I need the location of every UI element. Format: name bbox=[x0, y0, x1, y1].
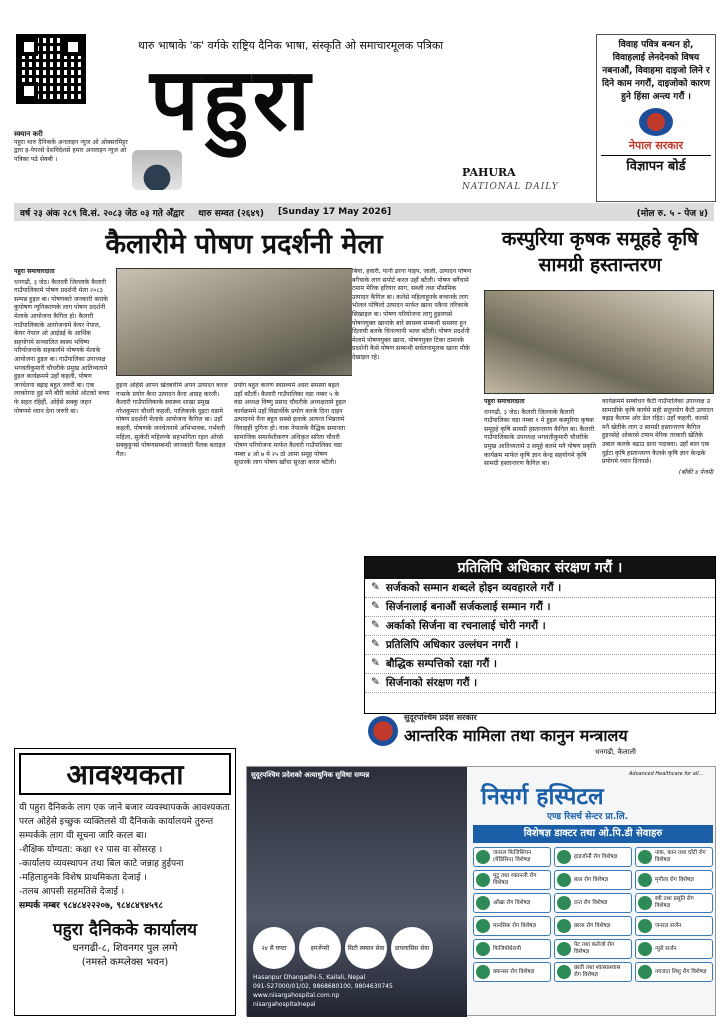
department-item: मुटु तथा रक्तनली रोग विशेषज्ञ bbox=[473, 870, 551, 890]
quill-icon: ✎ bbox=[371, 619, 380, 631]
story2-col1 bbox=[484, 398, 596, 548]
vacancy-text: यी पहुरा दैनिकके लाग एक जाने बजार व्यवस्थापकके आवश्यकता परल ओहेसे इच्छुक व्यक्तिलसे यी दैनिकके कार्यालयमे तुरुन्त सम्पर्कके लाग यी सूचना जारि करल बा। bbox=[19, 803, 230, 841]
quill-icon: ✎ bbox=[371, 581, 380, 593]
story2-col2 bbox=[602, 398, 714, 548]
qr-caption bbox=[14, 130, 134, 164]
list-item: ✎ प्रतिलिपि अधिकार उल्लंघन नगरौं । bbox=[365, 636, 715, 655]
hospital-badges bbox=[253, 927, 433, 969]
departments-grid bbox=[473, 847, 713, 982]
department-item: आँखा रोग विशेषज्ञ bbox=[473, 893, 551, 913]
department-item: नाक, कान तथा घाँटी रोग विशेषज्ञ bbox=[635, 847, 713, 867]
hospital-web: www.nisargahospital.com.np bbox=[253, 992, 340, 999]
masthead-tagline: थारु भाषाके 'क' वर्गके राष्ट्रिय दैनिक भाषा, संस्कृति ओ समाचारमूलक पत्रिका bbox=[138, 39, 444, 52]
department-item: मानसिक रोग विशेषज्ञ bbox=[473, 916, 551, 936]
vacancy-req1: -शैक्षिक योग्यता: कक्षा १२ पास वा सोसरह । bbox=[19, 845, 163, 855]
ad-board: विज्ञापन बोर्ड bbox=[601, 155, 711, 174]
department-item: बाल रोग विशेषज्ञ bbox=[554, 870, 632, 890]
hospital-sub: एण्ड रिसर्च सेन्टर प्रा.लि. bbox=[547, 812, 629, 822]
vacancy-office: पहुरा दैनिकके कार्यालय bbox=[53, 920, 197, 940]
badge-emergency: इमर्जेन्सी bbox=[299, 927, 341, 969]
issue-info: वर्ष २३ अंक २८९ वि.सं. २०८३ जेठ ०३ गते अँद्वार bbox=[20, 208, 185, 219]
issue-strip bbox=[14, 203, 714, 221]
department-item: मृगौला रोग विशेषज्ञ bbox=[635, 870, 713, 890]
badge-ct: सिटी स्क्यान सेवा bbox=[345, 927, 387, 969]
story2-headline: कस्पुरिया कृषक समूहहे कृषि सामग्री हस्तान्तरण bbox=[501, 228, 699, 276]
list-item: ✎ सिर्जनालाई बनाऔं सर्जकलाई सम्मान गरौं । bbox=[365, 598, 715, 617]
department-item: स्त्री तथा प्रसूति रोग विशेषज्ञ bbox=[635, 893, 713, 913]
story2-text2: कार्यक्रममे सम्बोधन कैटी गाउँपालिका उपाध्यक्ष उ सामाग्रीके कृषि कार्यमे सही सदुपयोग कैटी उत्पादन बह्राइ कैलाम ओर ढेल रहिट। उहाँ कहली, कलसे मनै खेतीके लाग उ सामग्री हस्तान्तरण कैगिल हुइनसेहे ओकरसे टमाम मेरिक तरकारी खेतिके उबाल कलके बढाउ डाना पदाबवा। उहाँ बाल एक दुईटा कृषि हस्तान्तरण कैलके कृषि ज्ञान केन्द्रके प्रयोगमे ध्यान दिनपर्छ। bbox=[602, 398, 714, 466]
vacancy-req4: -तलब आपसी सहमतिसे देजाई । bbox=[19, 887, 125, 897]
services-title: विशेषज्ञ डाक्टर तथा ओ.पि.डी सेवाहरु bbox=[473, 825, 713, 843]
department-item: जनरल फिजिसियन (मेडिसिन) विशेषज्ञ bbox=[473, 847, 551, 867]
hospital-ad bbox=[246, 766, 716, 1016]
main-headline: कैलारीमे पोषण प्रदर्शनी मेला bbox=[105, 229, 383, 260]
date-english: [Sunday 17 May 2026] bbox=[277, 207, 392, 217]
title-english: PAHURA bbox=[462, 166, 516, 179]
qr-caption-title: स्क्यान करी bbox=[14, 130, 43, 138]
vacancy-title: आवश्यकता bbox=[19, 753, 231, 795]
department-item: जनरल सर्जन bbox=[635, 916, 713, 936]
department-item: हाडजोर्नी रोग विशेषज्ञ bbox=[554, 847, 632, 867]
copyright-box bbox=[364, 556, 716, 714]
badge-dialysis: डायलासिस सेवा bbox=[391, 927, 433, 969]
province-gov: सुदूरपश्चिम प्रदेश सरकार bbox=[404, 713, 477, 722]
subtitle-english: NATIONAL DAILY bbox=[462, 182, 559, 192]
vacancy-box bbox=[14, 748, 236, 1016]
story1-text4: बिया, हवारी, पानी ढरना पाइप, जाली, उत्पादन पोषण बगैचाके लाग सपोर्ट करल उहाँ बटैली। पोषण बगैंचामे टमाम मेरिक हरियार साग, सब्जी तथा मौसमिक उत्पादन कैगिल बा। कलेसे महिलाहुनके बच्चनके लाग भोलल पोषिलो उत्पादन मार्फत खाना पकैना तरिकाके सिखाइल बा। पोषण परियोजना लागु हुइलयसे पोषणयुक्त खानाके बारे स्वास्थ्य सम्बन्धी समस्या हुन दिलायी बलके चिनल्यापी भल्ल बटैली। पोषण प्रदर्शनी मेलामे पोषणयुक्त खाना, पोषणयुक्त टिका ठामनके प्रदर्शनी कैसे पोषण सम्बन्धी सचेतनामूलक खाना मौके देखाइल रहे। bbox=[352, 268, 472, 361]
hospital-top-banner: सुदूरपश्चिम प्रदेशको अत्याधुनिक सुविधा सम्पन्न bbox=[251, 771, 370, 779]
story1-text1: धनगढी, ३ जेठ। कैलाली जिल्लाके कैलारी गाउँपालिकामे पोषण प्रदर्शनी मेला २०८३ सम्पन्न हुइल बा। पोषणबारे जनकारी कराके कुपोषण न्युनिकरणके लाग पोषण प्रदर्शनी मेलाके आयोजना कैगिल हो। कैलारी गाउँपालिकाके आयोजनामे केयर नेपाल, केयर नेपाल ओ आईडई के आर्थिक सहयोगमे सञ्चालित स्वस्थ भविष्य परियोजनाके सहकार्यमे पोषणके मेलाके आयोजना हुइल बा। गाउँपालिका उपाध्यक्ष भगवतीकुमारी चौधरीके प्रमुख आतिथ्यतामे हुइल कार्यक्रममे उहाँ कहली, पोषण जनचेतना बह्राइ बहुत जरुरी बा। एक लरकोरपा हुइं मनै बौरी कलेसे ओटको बच्चा फे सहत रहिहीं, ओहेसे सक्कु जहन पोषणमे ध्यान देना जरुरी बा। bbox=[14, 278, 110, 415]
story1-col3 bbox=[234, 382, 346, 736]
department-item: नवजात शिशु रोग विशेषज्ञ bbox=[635, 962, 713, 982]
department-item: छाला रोग विशेषज्ञ bbox=[554, 916, 632, 936]
government-ad bbox=[596, 34, 716, 202]
department-item: न्युरो सर्जन bbox=[635, 939, 713, 959]
vacancy-req2: -कार्यालय व्यवस्थापन तथा बिल काटे जन्नाह हुईपना bbox=[19, 859, 184, 869]
hospital-tagline: Advanced Healthcare for all... bbox=[629, 771, 704, 777]
ad-quote: विवाह पवित्र बन्धन हो, विवाहलाई लेनदेनको विषय नबनाऔं, विवाहमा दाइजो लिने र दिने काम नगरौं, दाइजोको कारण हुने हिंसा अन्त्य गरौं । bbox=[602, 40, 710, 102]
story2-text1: धनगढी, ३ जेठ। कैलारी जिल्लाके कैलारी गाउँपालिका वडा नम्बर १ मे हुइल कस्पुरिया कृषक समूहहे कृषि सामग्री हस्तान्तरण कैगिल बा। कैलारी गाउँपालिकाके उपाध्यक्ष भगवतीकुमारी चौधरीके प्रमुख आतिथ्यतामे उ समूहे बलमे मनै पोषण प्रकृति कार्यक्रम मार्फत कृषि ज्ञान केन्द्र सहयोगमे कृषि सामग्री हस्तान्तरण कैगिल बा। bbox=[484, 408, 596, 468]
story1-col2 bbox=[116, 382, 228, 736]
story2-photo bbox=[484, 290, 714, 394]
badge-24hr: २४ सै घण्टा bbox=[253, 927, 295, 969]
hospital-contact bbox=[253, 973, 393, 1009]
story2-continued: (बाँकी ४ पेजमे) bbox=[678, 468, 714, 476]
quill-icon: ✎ bbox=[371, 657, 380, 669]
logo-emblem bbox=[132, 150, 182, 190]
story1-text3: प्रयोग बहुत कारण स्वास्थ्यमे असर समस्या बह्रल उहाँ बटैलीं। कैलारी गाउँपालिका वडा नम्बर ५ के वडा अध्यक्ष विष्णु प्रसाद चौधरीके अध्यक्षतामे हुइल कार्यक्रममे उहाँ विद्यार्थीके प्रयोग करके दिना दाइन उत्पादनमे वैना बहुत सबसे इलाके अत्यन्त भिन्नतामे विवाहहीं पुगिना हो। याक नेपालके वैद्धिक समानता सामाजिक समावेशीकरण अधिकृत सरिता चौधरी पोषण परियोजना मार्फत कैलारी गाउँपालिका वडा नम्बर ४ ओ ७ मे २५ ठो आमा समूह पोषण सुधारके लाग पोषण खाँचा सुरक्षा करल बटैली। bbox=[234, 382, 346, 467]
copyright-list bbox=[365, 579, 715, 693]
hospital-name: निसर्ग हस्पिटल bbox=[481, 784, 604, 810]
department-item: क्यान्सर रोग विशेषज्ञ bbox=[473, 962, 551, 982]
province-emblem-icon bbox=[368, 716, 398, 746]
list-item: ✎ सर्जकको सम्मान शब्दले होइन व्यवहारले गरौं । bbox=[365, 579, 715, 598]
ministry-name: आन्तरिक मामिला तथा कानुन मन्त्रालय bbox=[404, 726, 628, 745]
price-pages: (मोल रु. ५ - पेज ४) bbox=[636, 208, 708, 219]
hospital-fb: nisargahospitalnepal bbox=[253, 1001, 316, 1008]
hospital-phone: 091-527000/01/02, 9868680100, 9804630745 bbox=[253, 983, 393, 990]
story1-text2: हुइना ओहेसे आपन खेतबारीमे अपन उत्पादन करल गन्सके प्रयोग कैना उत्पादन कैना आग्रह करली। कैलारी गाउँपालिकाके स्वास्थ्य शाखा प्रमुख नरेशकुमार चौधरी कहली, पालिकाके दुइटा वडामे पोषण प्रदर्शनी मेलाके आयोजना कैगिल बा। उहाँ कहली, पोषणके जनचेतनामे अभिभावक, गर्भवती महिला, सुत्केरी महिलन्के सहभागिता रहल ओरसे सक्कुहुनसे पोषणसम्बन्धी जानकारी पैलक बताइल गैल। bbox=[116, 382, 228, 458]
quill-icon: ✎ bbox=[371, 638, 380, 650]
hospital-address: Hasanpur Dhangadhi-5, Kailali, Nepal bbox=[253, 974, 366, 981]
list-item: ✎ सिर्जनाको संरक्षण गरौं । bbox=[365, 674, 715, 693]
department-item: फिजियोथेरापी bbox=[473, 939, 551, 959]
quill-icon: ✎ bbox=[371, 676, 380, 688]
vacancy-address1: धनगढी-८, शिवनगर पुल लग्गे bbox=[72, 943, 178, 954]
list-item: ✎ बौद्धिक सम्पत्तिको रक्षा गरौं । bbox=[365, 655, 715, 674]
department-item: छाती तथा श्वासप्रश्वास रोग विशेषज्ञ bbox=[554, 962, 632, 982]
quill-icon: ✎ bbox=[371, 600, 380, 612]
story2-byline: पहुरा समाचारदाता bbox=[484, 398, 525, 405]
qr-caption-text: पहुरा थारु दैनिकके अनलाइन न्युज ओ ओक्सरमिट्टर द्वारा इ-पेपरसे देशविदेशसे हमार अनलाइन न्युज ओ पत्रिका पढे सेक्बी । bbox=[14, 138, 128, 163]
ministry-place: धनगढी, कैलाली bbox=[595, 748, 636, 756]
story1-byline: पहुरा समाचारदाता bbox=[14, 268, 55, 275]
ministry-footer bbox=[364, 712, 716, 762]
department-item: दन्त रोग विशेषज्ञ bbox=[554, 893, 632, 913]
copyright-title: प्रतिलिपि अधिकार संरक्षण गरौं । bbox=[365, 557, 715, 579]
vacancy-contact: सम्पर्क नम्बर ९८४८४२२२०७, ९८४८४९४५९८ bbox=[19, 901, 164, 911]
list-item: ✎ अर्काको सिर्जना वा रचनालाई चोरी नगरौं । bbox=[365, 617, 715, 636]
vacancy-address2: (नमस्ते कम्प्लेक्स भवन) bbox=[81, 957, 169, 968]
ad-gov: नेपाल सरकार bbox=[628, 139, 684, 152]
qr-code[interactable] bbox=[16, 34, 86, 104]
nepal-emblem-icon bbox=[639, 108, 673, 136]
department-item: पेट तथा कलेजो रोग विशेषज्ञ bbox=[554, 939, 632, 959]
newspaper-logo-title: पहुरा bbox=[150, 49, 314, 150]
vacancy-req3: -महिलाहुनके विशेष प्राथमिकता देजाई । bbox=[19, 873, 147, 883]
tharu-year: थारु सम्वत (२६४९) bbox=[198, 208, 264, 219]
story1-col1 bbox=[14, 268, 110, 736]
